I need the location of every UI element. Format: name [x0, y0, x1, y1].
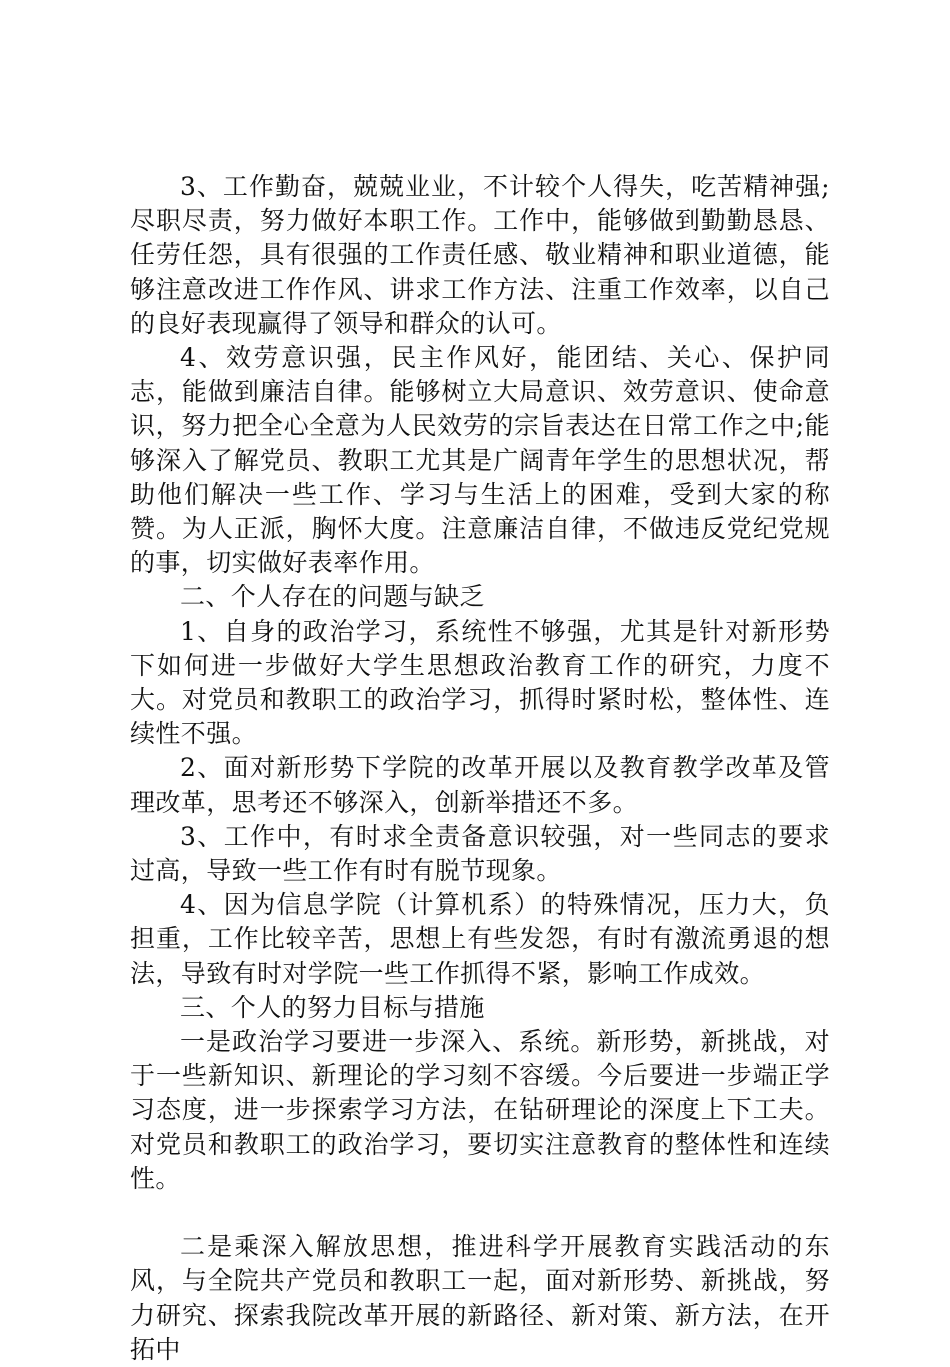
- section-heading-problems: 二、个人存在的问题与缺乏: [180, 582, 485, 612]
- blank-line: [130, 1196, 830, 1230]
- paragraph-problem-3: 3、工作中，有时求全责备意识较强，对一些同志的要求过高，导致一些工作有时有脱节现象。: [130, 821, 830, 886]
- paragraph-goal-2: 二是乘深入解放思想，推进科学开展教育实践活动的东风，与全院共产党员和教职工一起，面对新形势、新挑战，努力研究、探索我院改革开展的新路径、新对策、新方法，在开拓中: [130, 1232, 830, 1364]
- paragraph-problem-1: 1、自身的政治学习，系统性不够强，尤其是针对新形势下如何进一步做好大学生思想政治教育工作的研究，力度不大。对党员和教职工的政治学习，抓得时紧时松，整体性、连续性不强。: [130, 616, 830, 749]
- section-heading-goals: 三、个人的努力目标与措施: [180, 992, 485, 1022]
- paragraph-problem-4: 4、因为信息学院（计算机系）的特殊情况，压力大，负担重，工作比较辛苦，思想上有些发怨，有时有激流勇退的想法，导致有时对学院一些工作抓得不紧，影响工作成效。: [130, 890, 830, 988]
- paragraph-diligence: 3、工作勤奋，兢兢业业，不计较个人得失，吃苦精神强;尽职尽责，努力做好本职工作。工作中，能够做到勤勤恳恳、任劳任怨，具有很强的工作责任感、敬业精神和职业道德，能够注意改进工作作风、讲求工作方法、注重工作效率，以自己的良好表现赢得了领导和群众的认可。: [130, 172, 830, 338]
- document-page: [130, 170, 830, 1367]
- paragraph-service-awareness: 4、效劳意识强，民主作风好，能团结、关心、保护同志，能做到廉洁自律。能够树立大局意识、效劳意识、使命意识，努力把全心全意为人民效劳的宗旨表达在日常工作之中;能够深入了解党员、教职工尤其是广阔青年学生的思想状况，帮助他们解决一些工作、学习与生活上的困难，受到大家的称赞。为人正派，胸怀大度。注意廉洁自律，不做违反党纪党规的事，切实做好表率作用。: [130, 343, 830, 578]
- paragraph-problem-2: 2、面对新形势下学院的改革开展以及教育教学改革及管理改革，思考还不够深入，创新举措还不多。: [130, 753, 830, 817]
- paragraph-goal-1: 一是政治学习要进一步深入、系统。新形势，新挑战，对于一些新知识、新理论的学习刻不容缓。今后要进一步端正学习态度，进一步探索学习方法，在钻研理论的深度上下工夫。对党员和教职工的政治学习，要切实注意教育的整体性和连续性。: [130, 1027, 830, 1193]
